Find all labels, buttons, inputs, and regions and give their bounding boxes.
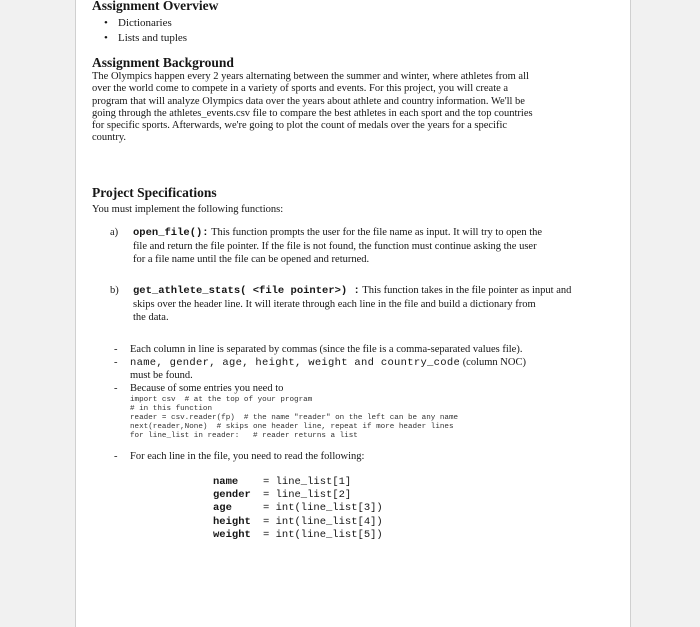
expression: = line_list[1] — [263, 476, 352, 488]
variable-name: height — [213, 515, 251, 528]
overview-list — [118, 16, 187, 46]
code-line — [213, 476, 383, 489]
code-line: import csv # at the top of your program — [130, 396, 313, 404]
dash-marker: - — [114, 344, 118, 355]
sub-bullet — [114, 451, 610, 464]
code-line — [213, 489, 383, 502]
dash-marker: - — [114, 451, 118, 462]
background-paragraph — [92, 71, 608, 145]
column-names-code: name, gender, age, height, weight and country_code — [130, 357, 461, 369]
list-item: • Dictionaries — [118, 16, 187, 31]
paragraph-line: file and return the file pointer. If the file is not found, the function must continue asking the user — [133, 241, 537, 252]
assignment-code-block — [213, 476, 383, 542]
function-name: open_file(): — [133, 227, 209, 239]
item-label: a) — [110, 227, 119, 238]
spec-item-open-file — [110, 226, 610, 266]
expression: = int(line_list[4]) — [263, 515, 383, 528]
code-line — [213, 516, 383, 529]
expression: = int(line_list[3]) — [263, 502, 383, 515]
background-heading: Assignment Background — [92, 55, 234, 70]
variable-name: age — [213, 502, 232, 515]
paragraph-line: for a file name until the file can be opened and returned. — [133, 254, 370, 265]
document-page — [75, 0, 631, 627]
expression: = int(line_list[5]) — [263, 528, 383, 541]
variable-name: weight — [213, 528, 251, 541]
sub-bullet-text: (column NOC) — [462, 357, 526, 368]
paragraph-line: for specific sports. Afterwards, we're going to plot the count of medals over the years for a specific — [92, 120, 508, 132]
specifications-intro: You must implement the following functions: — [92, 204, 284, 215]
paragraph-line: country. — [92, 132, 127, 144]
code-line — [213, 529, 383, 542]
sub-bullet — [114, 344, 610, 357]
dash-marker: - — [114, 357, 118, 368]
specifications-heading: Project Specifications — [92, 185, 217, 200]
dash-marker: - — [114, 383, 118, 394]
paragraph-line: This function prompts the user for the file name as input. It will try to open the — [211, 227, 543, 238]
function-name: get_athlete_stats( <file pointer>) : — [133, 285, 360, 297]
paragraph-line: program that will analyze Olympics data over the years about athlete and country information. We'll be — [92, 95, 525, 107]
paragraph-line: This function takes in the file pointer as input and — [362, 285, 572, 296]
csv-code-block — [130, 396, 458, 441]
variable-name: name — [213, 476, 239, 488]
paragraph-line: the data. — [133, 312, 169, 323]
paragraph-line: skips over the header line. It will iterate through each line in the file and build a dictionary from — [133, 299, 536, 310]
sub-bullet-text: Each column in line is separated by commas (since the file is a comma-separated values file). — [130, 344, 523, 355]
overview-heading: Assignment Overview — [92, 0, 219, 13]
spec-item-get-athlete-stats — [110, 284, 610, 324]
paragraph-line: going through the athletes_events.csv file to compare the best athletes in each sport and the top countries — [92, 107, 533, 119]
sub-bullet-text: must be found. — [130, 369, 193, 381]
sub-bullet-text: Because of some entries you need to — [130, 383, 284, 394]
paragraph-line: The Olympics happen every 2 years alternating between the summer and winter, where athletes from all — [92, 71, 529, 82]
code-line: next(reader,None) # skips one header line, repeat if more header lines — [130, 422, 454, 431]
code-line: for line_list in reader: # reader returns a list — [130, 431, 358, 440]
expression: = line_list[2] — [263, 489, 352, 502]
code-line: reader = csv.reader(fp) # the name "reader" on the left can be any name — [130, 413, 459, 422]
sub-bullet — [114, 383, 610, 396]
paragraph-line: over the world come to compete in a variety of sports and events. For this project, you will create a — [92, 83, 509, 95]
sub-bullet-text: For each line in the file, you need to read the following: — [130, 451, 365, 462]
sub-bullet — [114, 357, 610, 382]
list-item: • Lists and tuples — [118, 31, 187, 46]
code-line: # in this function — [130, 404, 213, 413]
item-label: b) — [110, 285, 119, 296]
variable-name: gender — [213, 489, 251, 502]
code-line — [213, 502, 383, 515]
